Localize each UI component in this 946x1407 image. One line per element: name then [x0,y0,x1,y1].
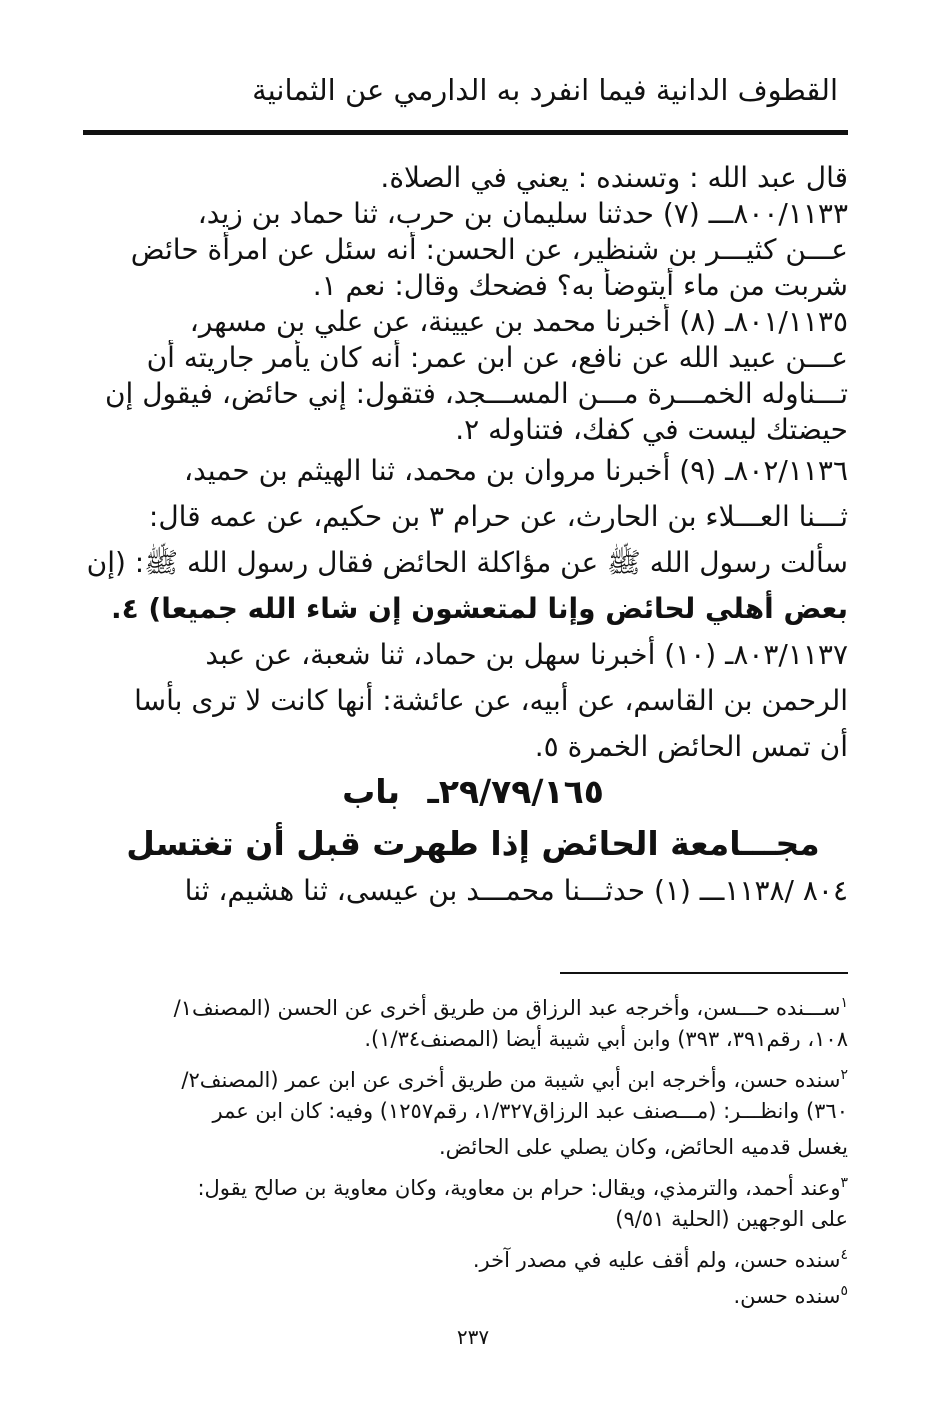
hadith-quote-line: بعض أهلي لحائض وإنا لمتعشون إن شاء الله جميعا) ٤. [110,592,848,625]
text-line: عـــن عبيد الله عن نافع، عن ابن عمر: أنه كان يأمر جاريته أن [146,341,848,374]
footnote-mark: ٢ [840,1067,848,1083]
text-line: ٨٠١/١١٣٥ـ (٨) أخبرنا محمد بن عيينة، عن علي بن مسهر، [189,305,848,338]
chapter-label: باب [342,772,401,811]
text-line: ٨٠٢/١١٣٦ـ (٩) أخبرنا مروان بن محمد، ثنا الهيثم بن حميد، [184,454,848,487]
text-line: ٨٠٠/١١٣٣ـــ (٧) حدثنا سليمان بن حرب، ثنا حماد بن زيد، [197,197,848,230]
text-line: ٨٠٤ /١١٣٨ـــ (١) حدثـــنا محمـــد بن عيسى، ثنا هشيم، ثنا [184,874,848,907]
text-line: أن تمس الحائض الخمرة ٥. [534,730,848,763]
footnote-mark: ٣ [840,1175,848,1191]
footnotes [78,985,848,1309]
footnote-line: يغسل قدميه الحائض، وكان يصلي على الحائض. [439,1135,848,1159]
text-line: شربت من ماء أيتوضأ به؟ فضحك وقال: نعم ١. [312,269,848,302]
text-line: عـــن كثيـــر بن شنظير، عن الحسن: أنه سئل عن امرأة حائض [130,233,848,266]
chapter-heading-number [0,770,946,814]
text-line: ٨٠٣/١١٣٧ـ (١٠) أخبرنا سهل بن حماد، ثنا شعبة، عن عبد [205,638,848,671]
footnote-2: $^٢$سنده حسن، وأخرجه ابن أبي شيبة من طريق أخرى عن ابن عمر (المصنف٢/ [181,1067,848,1092]
footnote-mark: ٤ [840,1247,848,1263]
text-line: قال عبد الله : وتسنده : يعني في الصلاة. [380,161,848,194]
footnote-5: $^٥$سنده حسن. [733,1283,848,1308]
footnote-mark: ١ [840,995,848,1011]
footnote-rule [560,972,848,974]
footnote-line: على الوجهين (الحلية ٩/٥١) [615,1207,848,1231]
main-text [86,160,848,770]
footnote-line: ٣٦٠) وانظـــر: (مـــصنف عبد الرزاق١/٣٢٧، رقم١٢٥٧) وفيه: كان ابن عمر [212,1099,848,1123]
text-line: تـــناوله الخمـــرة مـــن المســـجد، فتقول: إني حائض، فيقول إن [104,377,848,410]
page-number: ٢٣٧ [456,1325,490,1349]
text-line: حيضتك ليست في كفك، فتناوله ٢. [455,413,848,446]
chapter-title: مجـــامعة الحائض إذا طهرت قبل أن تغتسل [126,824,820,863]
footnote-1: $^١$ســـنده حـــسن، وأخرجه عبد الرزاق من طريق أخرى عن الحسن (المصنف١/ [173,995,848,1020]
footnote-4: $^٤$سنده حسن، ولم أقف عليه في مصدر آخر. [472,1247,848,1272]
text-line: الرحمن بن القاسم، عن أبيه، عن عائشة: أنها كانت لا ترى بأسا [134,684,848,717]
text-line: سألت رسول الله ﷺ عن مؤاكلة الحائض فقال رسول الله ﷺ: (إن [86,546,848,579]
running-header-title: القطوف الدانية فيما انفرد به الدارمي عن الثمانية [252,73,838,107]
header-rule [83,130,848,135]
footnote-mark: ٥ [840,1283,848,1299]
text-line: ثـــنا العـــلاء بن الحارث، عن حرام ٣ بن حكيم، عن عمه قال: [148,500,848,533]
footnote-line: ١٠٨، رقم٣٩١، ٣٩٣) وابن أبي شيبة أيضا (المصنف١/٣٤). [364,1027,848,1051]
footnote-3: $^٣$وعند أحمد، والترمذي، ويقال: حرام بن معاوية، وكان معاوية بن صالح يقول: [197,1175,848,1200]
chapter-number: ٢٩/٧٩/١٦٥ـ [427,772,604,811]
